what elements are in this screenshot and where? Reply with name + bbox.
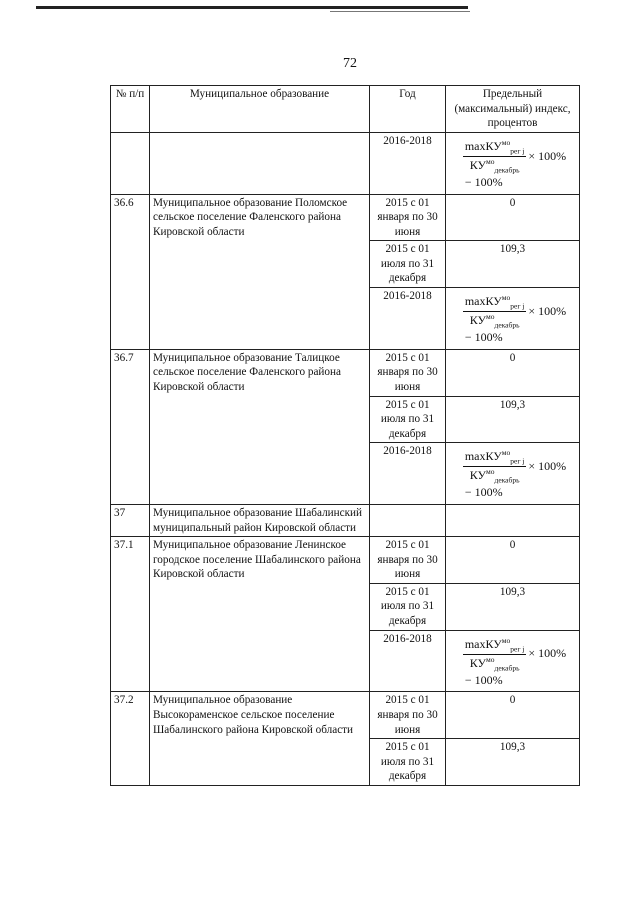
index-formula xyxy=(459,289,566,348)
period-year xyxy=(370,505,446,537)
formula-times: × 100% xyxy=(528,459,567,474)
top-rule xyxy=(36,6,468,9)
index-value xyxy=(446,287,580,349)
period-year: 2016-2018 xyxy=(370,132,446,194)
tariff-index-table xyxy=(110,85,580,786)
index-value xyxy=(446,132,580,194)
formula-sub: декабрь xyxy=(494,320,520,330)
index-value xyxy=(446,505,580,537)
index-formula xyxy=(459,632,566,691)
table-header-row xyxy=(111,86,580,133)
formula-sup: мо xyxy=(501,292,511,302)
table-row xyxy=(111,692,580,739)
formula-sup: мо xyxy=(486,156,495,166)
formula-numerator: maxКУ$^{мо}_{рег j}$ xyxy=(464,448,525,466)
formula-sup: мо xyxy=(486,312,495,322)
row-number: 37.1 xyxy=(111,537,150,692)
municipality-name: Муниципальное образование Шабалинский муниципальный район Кировской области xyxy=(150,505,370,537)
formula-minus: − 100% xyxy=(464,330,503,345)
formula-fraction xyxy=(463,636,527,673)
formula-minus: − 100% xyxy=(464,672,503,687)
top-rule-secondary xyxy=(330,11,470,12)
period-year: 2015 с 01 января по 30 июня xyxy=(370,537,446,584)
formula-fraction xyxy=(463,138,527,175)
period-year: 2015 с 01 июля по 31 декабря xyxy=(370,583,446,630)
formula-sup: мо xyxy=(501,448,511,458)
index-formula xyxy=(459,134,566,193)
index-value: 0 xyxy=(446,537,580,584)
municipality-name: Муниципальное образование Поломское сельское поселение Фаленского района Кировской области xyxy=(150,194,370,349)
formula-times: × 100% xyxy=(528,646,567,661)
formula-sub: декабрь xyxy=(494,475,520,485)
index-formula xyxy=(459,444,566,503)
header-year: Год xyxy=(370,86,446,133)
formula-denominator: $КУ^{мо}_{декабрь}$ xyxy=(469,156,520,175)
municipality-name xyxy=(150,132,370,194)
index-value: 0 xyxy=(446,194,580,241)
period-year: 2015 с 01 января по 30 июня xyxy=(370,349,446,396)
formula-times: × 100% xyxy=(528,303,567,318)
index-value: 109,3 xyxy=(446,396,580,443)
table-body xyxy=(111,132,580,785)
period-year: 2015 с 01 июля по 31 декабря xyxy=(370,241,446,288)
table-row xyxy=(111,349,580,396)
formula-times: × 100% xyxy=(528,148,567,163)
formula-sub: рег j xyxy=(510,301,525,311)
table-row xyxy=(111,537,580,584)
period-year: 2015 с 01 июля по 31 декабря xyxy=(370,396,446,443)
period-year: 2016-2018 xyxy=(370,443,446,505)
formula-sub: декабрь xyxy=(494,165,520,175)
formula-minus: − 100% xyxy=(464,485,503,500)
formula-numerator: maxКУ$^{мо}_{рег j}$ xyxy=(464,635,525,653)
formula-sup: мо xyxy=(501,635,511,645)
row-number: 36.7 xyxy=(111,349,150,504)
period-year: 2015 с 01 января по 30 июня xyxy=(370,692,446,739)
table-row xyxy=(111,194,580,241)
municipality-name: Муниципальное образование Ленинское городское поселение Шабалинского района Кировской области xyxy=(150,537,370,692)
formula-sup: мо xyxy=(486,467,495,477)
municipality-name: Муниципальное образование Высокораменское сельское поселение Шабалинского района Кировской области xyxy=(150,692,370,785)
formula-fraction xyxy=(463,448,527,485)
formula-sub: декабрь xyxy=(494,663,520,673)
period-year: 2015 с 01 июля по 31 декабря xyxy=(370,739,446,786)
formula-denominator: $КУ^{мо}_{декабрь}$ xyxy=(469,654,520,673)
formula-sup: мо xyxy=(486,654,495,664)
index-value xyxy=(446,630,580,692)
formula-fraction xyxy=(463,293,527,330)
table-row xyxy=(111,505,580,537)
formula-sub: рег j xyxy=(510,643,525,653)
period-year: 2016-2018 xyxy=(370,287,446,349)
formula-denominator: $КУ^{мо}_{декабрь}$ xyxy=(469,312,520,330)
formula-minus: − 100% xyxy=(464,174,503,189)
header-index: Предельный (максимальный) индекс, процентов xyxy=(446,86,580,133)
index-value: 109,3 xyxy=(446,739,580,786)
municipality-name: Муниципальное образование Талицкое сельское поселение Фаленского района Кировской области xyxy=(150,349,370,504)
row-number xyxy=(111,132,150,194)
formula-sub: рег j xyxy=(510,146,525,156)
page-number: 72 xyxy=(343,56,357,71)
table-row xyxy=(111,132,580,194)
formula-denominator: $КУ^{мо}_{декабрь}$ xyxy=(469,467,520,485)
header-name: Муниципальное образование xyxy=(150,86,370,133)
index-value xyxy=(446,443,580,505)
index-value: 0 xyxy=(446,349,580,396)
formula-numerator: maxКУ$^{мо}_{рег j}$ xyxy=(464,137,525,156)
header-num: № п/п xyxy=(111,86,150,133)
formula-numerator: maxКУ$^{мо}_{рег j}$ xyxy=(464,292,525,311)
row-number: 37.2 xyxy=(111,692,150,785)
index-value: 0 xyxy=(446,692,580,739)
period-year: 2015 с 01 января по 30 июня xyxy=(370,194,446,241)
row-number: 36.6 xyxy=(111,194,150,349)
formula-sup: мо xyxy=(501,137,511,147)
row-number: 37 xyxy=(111,505,150,537)
index-value: 109,3 xyxy=(446,241,580,288)
period-year: 2016-2018 xyxy=(370,630,446,692)
index-value: 109,3 xyxy=(446,583,580,630)
formula-sub: рег j xyxy=(510,456,525,466)
